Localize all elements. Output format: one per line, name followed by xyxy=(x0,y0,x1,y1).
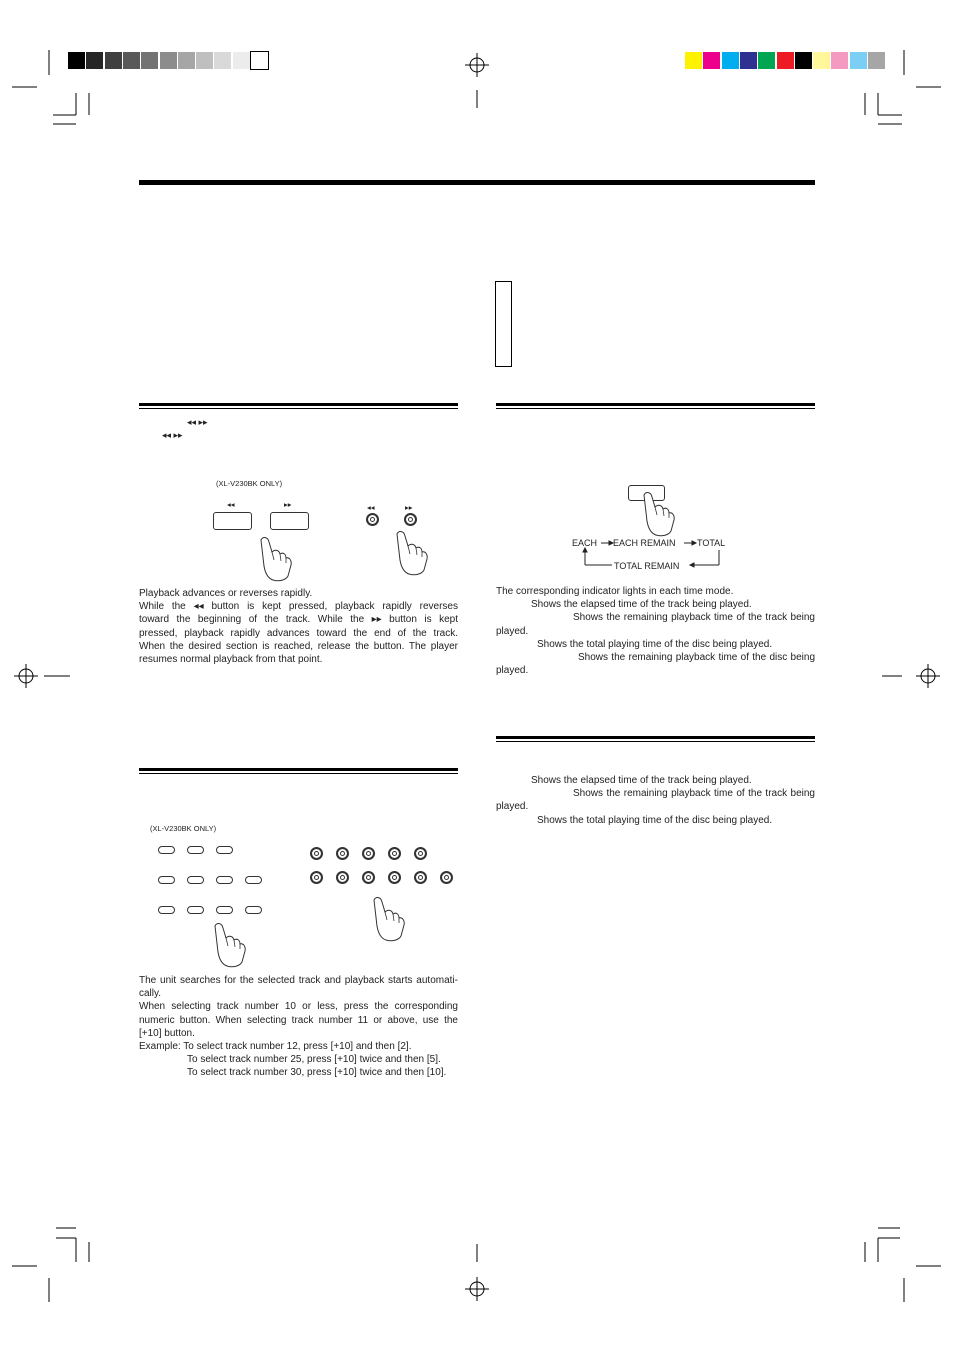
direct-description: The unit searches for the selected track and playback starts automati- cally. When selecting track number 10 or less, press the corresponding numeric button. When selecting track number 11 or above, use the [+10] button. Example: To select track number 12, press [+10] and then [2]. To select track number 25, press [+10] twice and then [5]. To select track number 30, press [+10] twice and then [10]. xyxy=(139,975,458,1079)
numeric-key-button[interactable] xyxy=(158,846,175,854)
panel-rewind-button[interactable] xyxy=(366,513,379,526)
pressing-hand-icon xyxy=(368,896,408,942)
model-note: (XL-V230BK ONLY) xyxy=(216,479,283,488)
arrow-left-icon xyxy=(690,563,694,567)
section-rule-display xyxy=(496,736,815,739)
panel-numeric-button[interactable] xyxy=(388,871,401,884)
search-keys-line-2: ◂◂ ▸▸ xyxy=(162,430,183,440)
mode-total: TOTAL xyxy=(697,538,726,548)
numeric-key-button[interactable] xyxy=(187,906,204,914)
model-note: (XL-V230BK ONLY) xyxy=(150,824,217,833)
mode-each: EACH xyxy=(572,538,598,548)
panel-numeric-button[interactable] xyxy=(336,871,349,884)
time-mode-description: The corresponding indicator lights in each time mode. Shows the elapsed time of the track being played. Shows the remaining playback time of the track being played. Shows the total playing time of the disc being played. Shows the remaining playback time of the disc being played. xyxy=(496,586,815,677)
rew-label: ◂◂ xyxy=(227,500,235,509)
numeric-key-button[interactable] xyxy=(245,876,262,884)
panel-numeric-button[interactable] xyxy=(310,871,323,884)
numeric-key-button[interactable] xyxy=(187,876,204,884)
search-description: Playback advances or reverses rapidly. While the ◂◂ button is kept pressed, playback rapidly reverses toward the beginning of the track. While the ▸▸ button is kept pressed, playback rapidly advances toward the end of the track. When the desired section is reached, release the button. The player resumes normal playback from that point. xyxy=(139,588,458,666)
section-rule-search xyxy=(139,403,458,406)
arrow-right-icon xyxy=(692,541,696,545)
registration-target-icon xyxy=(465,53,489,77)
arrow-up-icon xyxy=(583,548,587,552)
panel-fast-forward-button[interactable] xyxy=(404,513,417,526)
numeric-key-button[interactable] xyxy=(216,846,233,854)
panel-numeric-button[interactable] xyxy=(388,847,401,860)
side-tab-box xyxy=(495,281,512,367)
numeric-key-button[interactable] xyxy=(245,906,262,914)
rewind-button[interactable] xyxy=(213,512,252,530)
panel-numeric-button[interactable] xyxy=(362,847,375,860)
pressing-hand-icon xyxy=(638,491,678,537)
panel-numeric-button[interactable] xyxy=(310,847,323,860)
numeric-key-button[interactable] xyxy=(216,906,233,914)
section-rule-time xyxy=(496,403,815,406)
mode-cycle-arrows xyxy=(570,538,730,574)
arrow-right-icon xyxy=(609,541,613,545)
panel-numeric-button[interactable] xyxy=(362,871,375,884)
mode-total-remain: TOTAL REMAIN xyxy=(614,561,680,571)
pressing-hand-icon xyxy=(209,922,249,968)
numeric-key-button[interactable] xyxy=(158,876,175,884)
ff-label: ▸▸ xyxy=(284,500,292,509)
fast-forward-button[interactable] xyxy=(270,512,309,530)
registration-target-icon xyxy=(14,664,38,688)
numeric-key-button[interactable] xyxy=(216,876,233,884)
panel-ff-label: ▸▸ xyxy=(405,503,413,512)
pressing-hand-icon xyxy=(391,530,431,576)
registration-target-icon xyxy=(916,664,940,688)
panel-rew-label: ◂◂ xyxy=(367,503,375,512)
panel-numeric-button[interactable] xyxy=(414,871,427,884)
header-rule xyxy=(139,180,815,185)
registration-target-icon xyxy=(465,1277,489,1301)
numeric-key-button[interactable] xyxy=(187,846,204,854)
pressing-hand-icon xyxy=(255,536,295,582)
section-rule-direct xyxy=(139,768,458,771)
panel-numeric-button[interactable] xyxy=(336,847,349,860)
display-description: Shows the elapsed time of the track being played. Shows the remaining playback time of the track being played. Shows the total playing time of the disc being played. xyxy=(496,775,815,826)
search-keys-line-1: ◂◂ ▸▸ xyxy=(187,417,208,427)
panel-numeric-button[interactable] xyxy=(440,871,453,884)
mode-each-remain: EACH REMAIN xyxy=(613,538,676,548)
panel-numeric-button[interactable] xyxy=(414,847,427,860)
numeric-key-button[interactable] xyxy=(158,906,175,914)
